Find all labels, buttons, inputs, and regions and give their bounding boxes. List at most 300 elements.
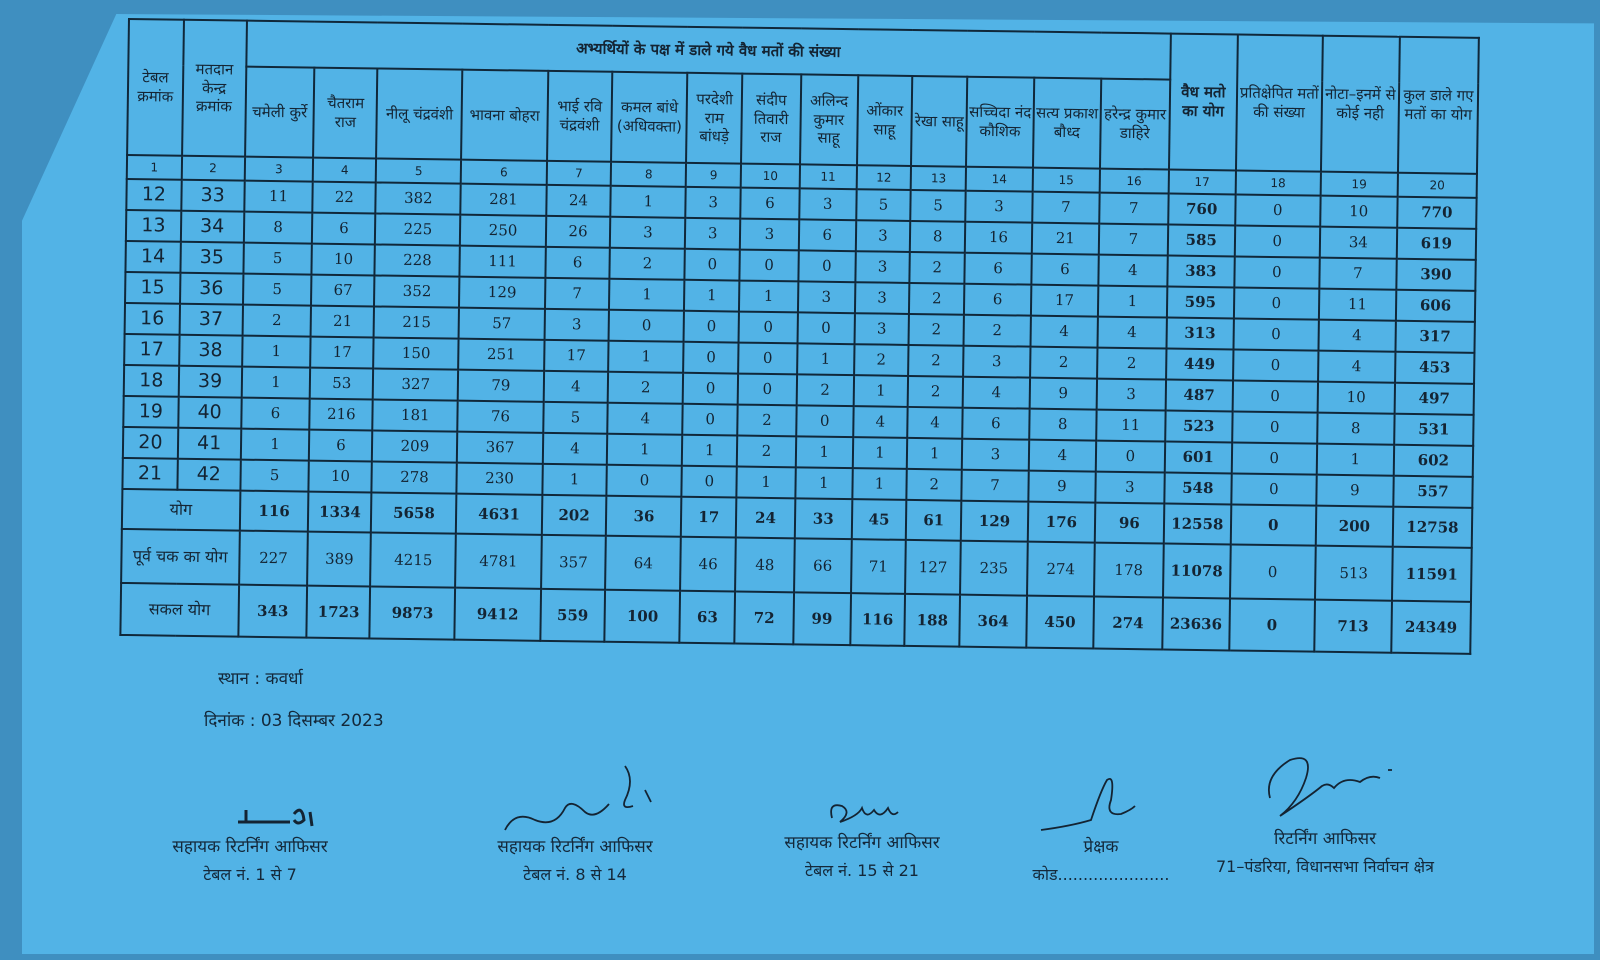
grand-cell: 24349 xyxy=(1391,601,1471,654)
totals-cell: 24 xyxy=(736,498,795,539)
table-cell: 770 xyxy=(1397,197,1477,229)
header-candidate: परदेशी राम बांधड़े xyxy=(686,73,742,164)
table-cell: 9 xyxy=(1316,475,1393,507)
header-valid-total: वैध मतो का योग xyxy=(1169,34,1238,171)
signature-title-2: सहायक रिटर्निंग आफिसर xyxy=(497,837,653,857)
grand-cell: 99 xyxy=(793,592,850,645)
previous-cell: 227 xyxy=(239,531,309,586)
table-cell: 230 xyxy=(457,463,543,495)
column-number: 4 xyxy=(313,158,376,183)
header-rejected: प्रतिक्षेपित मतों की संख्या xyxy=(1236,34,1323,171)
table-cell: 53 xyxy=(310,368,373,400)
grand-cell: 274 xyxy=(1093,597,1163,650)
table-cell: 0 xyxy=(607,465,682,497)
previous-cell: 389 xyxy=(308,532,372,587)
table-cell: 3 xyxy=(544,309,609,341)
previous-cell: 11591 xyxy=(1392,547,1472,602)
table-cell: 390 xyxy=(1396,259,1476,291)
grand-cell: 559 xyxy=(540,589,606,642)
table-cell: 57 xyxy=(459,308,545,340)
table-cell: 8 xyxy=(243,212,312,244)
table-cell: 327 xyxy=(373,368,459,400)
signature-block-2 xyxy=(460,760,690,885)
table-cell: 2 xyxy=(737,405,796,437)
table-cell: 216 xyxy=(310,399,373,431)
signature-sub-5: 71–पंडरिया, विधानसभा निर्वाचन क्षेत्र xyxy=(1216,857,1434,876)
table-cell: 4 xyxy=(1318,320,1395,352)
table-cell: 79 xyxy=(458,370,544,402)
table-cell: 6 xyxy=(799,219,856,251)
table-cell: 5 xyxy=(243,274,312,306)
totals-cell: 200 xyxy=(1316,506,1394,547)
table-cell: 3 xyxy=(740,219,799,251)
table-cell: 14 xyxy=(125,241,180,273)
table-cell: 2 xyxy=(910,252,965,284)
grand-cell: 450 xyxy=(1026,596,1094,649)
table-cell: 6 xyxy=(241,398,310,430)
table-cell: 2 xyxy=(797,374,854,406)
results-table-wrapper xyxy=(119,18,1479,655)
totals-cell: 0 xyxy=(1230,504,1316,545)
grand-cell: 0 xyxy=(1229,598,1315,651)
table-cell: 3 xyxy=(855,220,910,252)
header-table-no: टेबल क्रमांक xyxy=(127,19,184,156)
table-cell: 352 xyxy=(374,275,460,307)
table-cell: 3 xyxy=(1096,379,1165,411)
signature-mark-4 xyxy=(1031,770,1171,834)
signature-block-3 xyxy=(752,796,972,881)
table-cell: 5 xyxy=(543,402,608,434)
table-cell: 585 xyxy=(1168,225,1235,257)
signature-title-1: सहायक रिटर्निंग आफिसर xyxy=(172,837,328,857)
column-number: 13 xyxy=(911,166,966,191)
signature-title-5: रिटर्निंग आफिसर xyxy=(1273,829,1377,849)
table-cell: 317 xyxy=(1395,321,1475,353)
table-cell: 619 xyxy=(1397,228,1477,260)
totals-cell: 129 xyxy=(961,501,1028,542)
table-cell: 209 xyxy=(372,430,458,462)
table-cell: 37 xyxy=(179,304,242,336)
table-cell: 21 xyxy=(1032,223,1099,255)
table-cell: 16 xyxy=(125,303,180,335)
table-cell: 367 xyxy=(457,432,543,464)
previous-cell: 235 xyxy=(960,541,1028,596)
table-cell: 0 xyxy=(1233,318,1319,350)
table-cell: 17 xyxy=(544,340,609,372)
table-cell: 2 xyxy=(964,315,1031,347)
table-cell: 0 xyxy=(798,250,855,282)
table-cell: 9 xyxy=(1030,378,1097,410)
table-cell: 2 xyxy=(1030,347,1097,379)
table-cell: 17 xyxy=(311,337,374,369)
table-cell: 22 xyxy=(313,182,376,214)
previous-cell: 46 xyxy=(680,537,735,592)
previous-cell: 274 xyxy=(1027,542,1095,597)
column-number: 7 xyxy=(546,161,611,186)
signature-title-4: प्रेक्षक xyxy=(1083,837,1119,857)
previous-cell: 64 xyxy=(605,536,681,591)
table-cell: 606 xyxy=(1396,290,1476,322)
table-cell: 0 xyxy=(796,405,853,437)
table-cell: 33 xyxy=(181,180,244,212)
grand-cell: 23636 xyxy=(1162,598,1230,651)
grand-cell: 116 xyxy=(850,593,905,646)
column-number: 3 xyxy=(244,157,313,182)
table-cell: 9 xyxy=(1028,471,1095,503)
table-cell: 1 xyxy=(736,467,795,499)
table-cell: 1 xyxy=(684,280,739,312)
grand-cell: 364 xyxy=(959,595,1027,648)
signature-block-5 xyxy=(1180,746,1470,877)
signature-mark-3 xyxy=(802,796,922,830)
table-cell: 0 xyxy=(797,312,854,344)
previous-cell: 48 xyxy=(735,538,795,593)
table-cell: 0 xyxy=(683,404,738,436)
table-cell: 4 xyxy=(1318,351,1395,383)
column-number: 12 xyxy=(856,165,911,190)
previous-cell: 127 xyxy=(905,540,960,595)
table-cell: 35 xyxy=(180,242,243,274)
totals-cell: 17 xyxy=(681,497,736,538)
column-number: 16 xyxy=(1099,169,1168,194)
table-cell: 487 xyxy=(1165,380,1232,412)
table-cell: 7 xyxy=(545,278,610,310)
totals-cell: 96 xyxy=(1095,503,1165,544)
table-cell: 129 xyxy=(459,277,545,309)
previous-label: पूर्व चक का योग xyxy=(121,529,239,585)
table-cell: 4 xyxy=(853,406,908,438)
signature-sub-3: टेबल नं. 15 से 21 xyxy=(805,861,919,880)
column-number: 1 xyxy=(127,155,182,180)
table-cell: 11 xyxy=(1096,410,1165,442)
table-cell: 3 xyxy=(962,439,1029,471)
table-cell: 1 xyxy=(853,375,908,407)
table-cell: 595 xyxy=(1167,287,1234,319)
table-cell: 1 xyxy=(797,343,854,375)
table-cell: 6 xyxy=(964,253,1031,285)
table-cell: 36 xyxy=(180,273,243,305)
totals-cell: 36 xyxy=(606,496,682,537)
table-cell: 3 xyxy=(855,282,910,314)
table-cell: 39 xyxy=(178,366,241,398)
header-candidate: अलिन्द कुमार साहू xyxy=(800,74,858,165)
table-cell: 225 xyxy=(375,213,461,245)
signature-block-4 xyxy=(1026,770,1176,885)
table-cell: 38 xyxy=(179,335,242,367)
table-cell: 531 xyxy=(1394,414,1474,446)
table-cell: 2 xyxy=(608,372,683,404)
results-table xyxy=(119,18,1479,655)
column-number: 17 xyxy=(1168,170,1235,195)
table-cell: 1 xyxy=(739,281,798,313)
column-number: 15 xyxy=(1033,168,1100,193)
table-cell: 21 xyxy=(122,458,177,490)
table-cell: 20 xyxy=(123,427,178,459)
table-cell: 19 xyxy=(123,396,178,428)
table-cell: 0 xyxy=(683,373,738,405)
totals-cell: 45 xyxy=(851,499,906,540)
table-cell: 523 xyxy=(1165,411,1232,443)
table-cell: 7 xyxy=(1032,192,1099,224)
table-cell: 3 xyxy=(610,217,685,249)
column-number: 14 xyxy=(966,167,1033,192)
table-cell: 5 xyxy=(243,243,312,275)
table-cell: 16 xyxy=(965,222,1032,254)
table-cell: 0 xyxy=(1233,349,1319,381)
table-cell: 1 xyxy=(542,464,607,496)
table-cell: 1 xyxy=(608,341,683,373)
table-cell: 10 xyxy=(1317,382,1394,414)
table-cell: 3 xyxy=(799,188,856,220)
table-cell: 1 xyxy=(795,467,852,499)
header-candidate: चैतराम राज xyxy=(314,68,378,159)
header-candidate: भावना बोहरा xyxy=(461,70,547,161)
column-number: 11 xyxy=(800,164,857,189)
table-cell: 2 xyxy=(854,344,909,376)
totals-cell: 12758 xyxy=(1393,507,1473,548)
table-cell: 41 xyxy=(178,428,241,460)
table-cell: 4 xyxy=(1097,317,1166,349)
signature-mark-2 xyxy=(475,760,675,834)
column-number: 18 xyxy=(1235,170,1320,195)
table-cell: 0 xyxy=(682,466,737,498)
table-cell: 24 xyxy=(546,185,611,217)
table-cell: 0 xyxy=(1234,256,1320,288)
table-cell: 0 xyxy=(683,342,738,374)
table-cell: 0 xyxy=(738,374,797,406)
previous-cell: 513 xyxy=(1315,546,1393,601)
table-cell: 3 xyxy=(798,281,855,313)
table-cell: 42 xyxy=(177,459,240,491)
header-candidate: रेखा साहू xyxy=(911,76,967,167)
table-cell: 2 xyxy=(908,345,963,377)
table-cell: 0 xyxy=(609,310,684,342)
table-cell: 4 xyxy=(608,403,683,435)
table-cell: 0 xyxy=(739,312,798,344)
table-cell: 2 xyxy=(908,376,963,408)
table-cell: 7 xyxy=(1099,193,1168,225)
table-cell: 17 xyxy=(1031,285,1098,317)
table-cell: 4 xyxy=(1030,316,1097,348)
table-cell: 3 xyxy=(963,346,1030,378)
table-cell: 3 xyxy=(685,218,740,250)
grand-cell: 63 xyxy=(680,591,735,644)
header-nota: नोटा–इनमें से कोई नही xyxy=(1321,36,1400,173)
table-cell: 1 xyxy=(796,436,853,468)
table-cell: 3 xyxy=(1095,472,1164,504)
date-text: दिनांक : 03 दिसम्बर 2023 xyxy=(204,711,384,731)
table-cell: 2 xyxy=(242,305,311,337)
table-cell: 111 xyxy=(460,246,546,278)
column-number: 2 xyxy=(181,156,244,181)
table-cell: 557 xyxy=(1393,476,1473,508)
column-number: 6 xyxy=(461,160,546,185)
header-candidate: सत्य प्रकाश बौध्द xyxy=(1033,78,1101,169)
signature-sub-4: कोड...................... xyxy=(1032,865,1170,884)
table-cell: 382 xyxy=(376,182,462,214)
table-cell: 10 xyxy=(312,244,375,276)
signature-sub-1: टेबल नं. 1 से 7 xyxy=(203,865,297,884)
table-cell: 6 xyxy=(1031,254,1098,286)
table-cell: 7 xyxy=(1099,224,1168,256)
table-cell: 313 xyxy=(1166,318,1233,350)
table-cell: 3 xyxy=(686,187,741,219)
table-cell: 0 xyxy=(739,250,798,282)
table-cell: 1 xyxy=(241,367,310,399)
table-cell: 67 xyxy=(311,275,374,307)
header-candidates-group: अभ्यर्थियों के पक्ष में डाले गये वैध मतों की संख्या xyxy=(246,21,1171,80)
table-cell: 383 xyxy=(1167,256,1234,288)
table-cell: 6 xyxy=(545,247,610,279)
table-cell: 1 xyxy=(609,279,684,311)
totals-cell: 12558 xyxy=(1164,504,1231,545)
grand-cell: 72 xyxy=(734,592,793,645)
table-cell: 3 xyxy=(965,191,1032,223)
table-cell: 1 xyxy=(852,437,907,469)
header-grand-total: कुल डाले गए मतों का योग xyxy=(1398,37,1479,174)
table-cell: 4 xyxy=(542,433,607,465)
table-cell: 3 xyxy=(855,251,910,283)
table-cell: 6 xyxy=(962,408,1029,440)
totals-cell: 116 xyxy=(239,491,308,532)
grand-cell: 343 xyxy=(238,585,308,638)
previous-cell: 4215 xyxy=(370,532,456,587)
table-cell: 449 xyxy=(1166,349,1233,381)
grand-cell: 188 xyxy=(905,594,960,647)
totals-cell: 33 xyxy=(795,498,852,539)
table-cell: 4 xyxy=(1098,255,1167,287)
previous-cell: 0 xyxy=(1230,544,1316,599)
table-cell: 11 xyxy=(1319,289,1396,321)
signature-mark-1 xyxy=(170,800,330,834)
table-cell: 281 xyxy=(461,184,547,216)
table-cell: 6 xyxy=(312,213,375,245)
column-number: 20 xyxy=(1397,173,1476,198)
table-cell: 4 xyxy=(543,371,608,403)
table-cell: 548 xyxy=(1164,473,1231,505)
table-cell: 10 xyxy=(1320,196,1397,228)
table-cell: 0 xyxy=(1232,411,1318,443)
table-cell: 1 xyxy=(1317,444,1394,476)
place-text: स्थान : कवर्धा xyxy=(218,669,303,689)
table-cell: 0 xyxy=(685,249,740,281)
previous-cell: 4781 xyxy=(455,534,541,589)
table-cell: 4 xyxy=(908,407,963,439)
table-cell: 251 xyxy=(459,339,545,371)
table-cell: 1 xyxy=(682,435,737,467)
table-cell: 250 xyxy=(460,215,546,247)
table-cell: 12 xyxy=(126,179,181,211)
table-cell: 150 xyxy=(373,337,459,369)
signature-block-1 xyxy=(140,800,360,885)
signature-sub-2: टेबल नं. 8 से 14 xyxy=(523,865,627,884)
table-cell: 7 xyxy=(961,470,1028,502)
column-number: 9 xyxy=(686,163,741,188)
previous-cell: 71 xyxy=(851,539,906,594)
table-cell: 0 xyxy=(1232,380,1318,412)
header-candidate: संदीप तिवारी राज xyxy=(741,74,801,165)
table-cell: 5 xyxy=(856,189,911,221)
signature-title-3: सहायक रिटर्निंग आफिसर xyxy=(784,833,940,853)
table-cell: 26 xyxy=(545,216,610,248)
grand-cell: 1723 xyxy=(307,586,371,639)
previous-cell: 66 xyxy=(794,538,851,593)
table-cell: 34 xyxy=(181,211,244,243)
table-cell: 76 xyxy=(458,401,544,433)
header-candidate: भाई रवि चंद्रवंशी xyxy=(547,71,613,162)
table-cell: 15 xyxy=(125,272,180,304)
totals-cell: 1334 xyxy=(308,492,371,533)
table-cell: 8 xyxy=(910,221,965,253)
table-cell: 2 xyxy=(907,469,962,501)
table-cell: 18 xyxy=(124,365,179,397)
table-cell: 497 xyxy=(1394,383,1474,415)
table-cell: 8 xyxy=(1317,413,1394,445)
totals-cell: 202 xyxy=(541,495,606,536)
column-number: 8 xyxy=(611,162,686,187)
table-cell: 215 xyxy=(374,306,460,338)
table-cell: 278 xyxy=(372,461,458,493)
table-cell: 40 xyxy=(178,397,241,429)
grand-cell: 100 xyxy=(605,590,681,643)
table-cell: 4 xyxy=(963,377,1030,409)
table-cell: 0 xyxy=(1234,225,1320,257)
header-candidate: हरेन्द्र कुमार डाहिरे xyxy=(1100,79,1170,170)
table-cell: 0 xyxy=(684,311,739,343)
table-cell: 1 xyxy=(242,336,311,368)
totals-cell: 4631 xyxy=(456,494,542,535)
table-cell: 0 xyxy=(738,343,797,375)
header-candidate: चमेली कुर्रे xyxy=(245,67,315,158)
table-cell: 6 xyxy=(309,430,372,462)
table-cell: 5 xyxy=(911,190,966,222)
table-cell: 2 xyxy=(909,314,964,346)
table-cell: 2 xyxy=(1097,348,1166,380)
previous-cell: 178 xyxy=(1094,543,1164,598)
table-cell: 0 xyxy=(1096,441,1165,473)
table-cell: 2 xyxy=(610,248,685,280)
column-number: 19 xyxy=(1320,172,1397,197)
table-cell: 34 xyxy=(1320,227,1397,259)
totals-cell: 61 xyxy=(906,500,961,541)
totals-cell: 176 xyxy=(1028,502,1095,543)
table-cell: 6 xyxy=(964,284,1031,316)
table-cell: 0 xyxy=(1231,442,1317,474)
table-cell: 8 xyxy=(1029,409,1096,441)
table-cell: 2 xyxy=(737,436,796,468)
column-number: 10 xyxy=(741,164,800,189)
table-cell: 0 xyxy=(1235,194,1321,226)
table-cell: 1 xyxy=(852,468,907,500)
table-cell: 1 xyxy=(240,429,309,461)
table-cell: 3 xyxy=(854,313,909,345)
table-cell: 13 xyxy=(126,210,181,242)
table-cell: 228 xyxy=(375,244,461,276)
table-cell: 11 xyxy=(244,181,313,213)
table-cell: 0 xyxy=(1234,287,1320,319)
table-cell: 1 xyxy=(1098,286,1167,318)
header-booth-no: मतदान केन्द्र क्रमांक xyxy=(182,20,247,157)
table-cell: 453 xyxy=(1395,352,1475,384)
table-cell: 2 xyxy=(909,283,964,315)
grand-cell: 713 xyxy=(1314,600,1392,653)
table-cell: 0 xyxy=(1231,473,1317,505)
column-number: 5 xyxy=(376,158,461,183)
table-cell: 21 xyxy=(311,306,374,338)
table-cell: 1 xyxy=(611,186,686,218)
header-candidate: नीलू चंद्रवंशी xyxy=(376,68,462,159)
grand-label: सकल योग xyxy=(120,583,238,637)
